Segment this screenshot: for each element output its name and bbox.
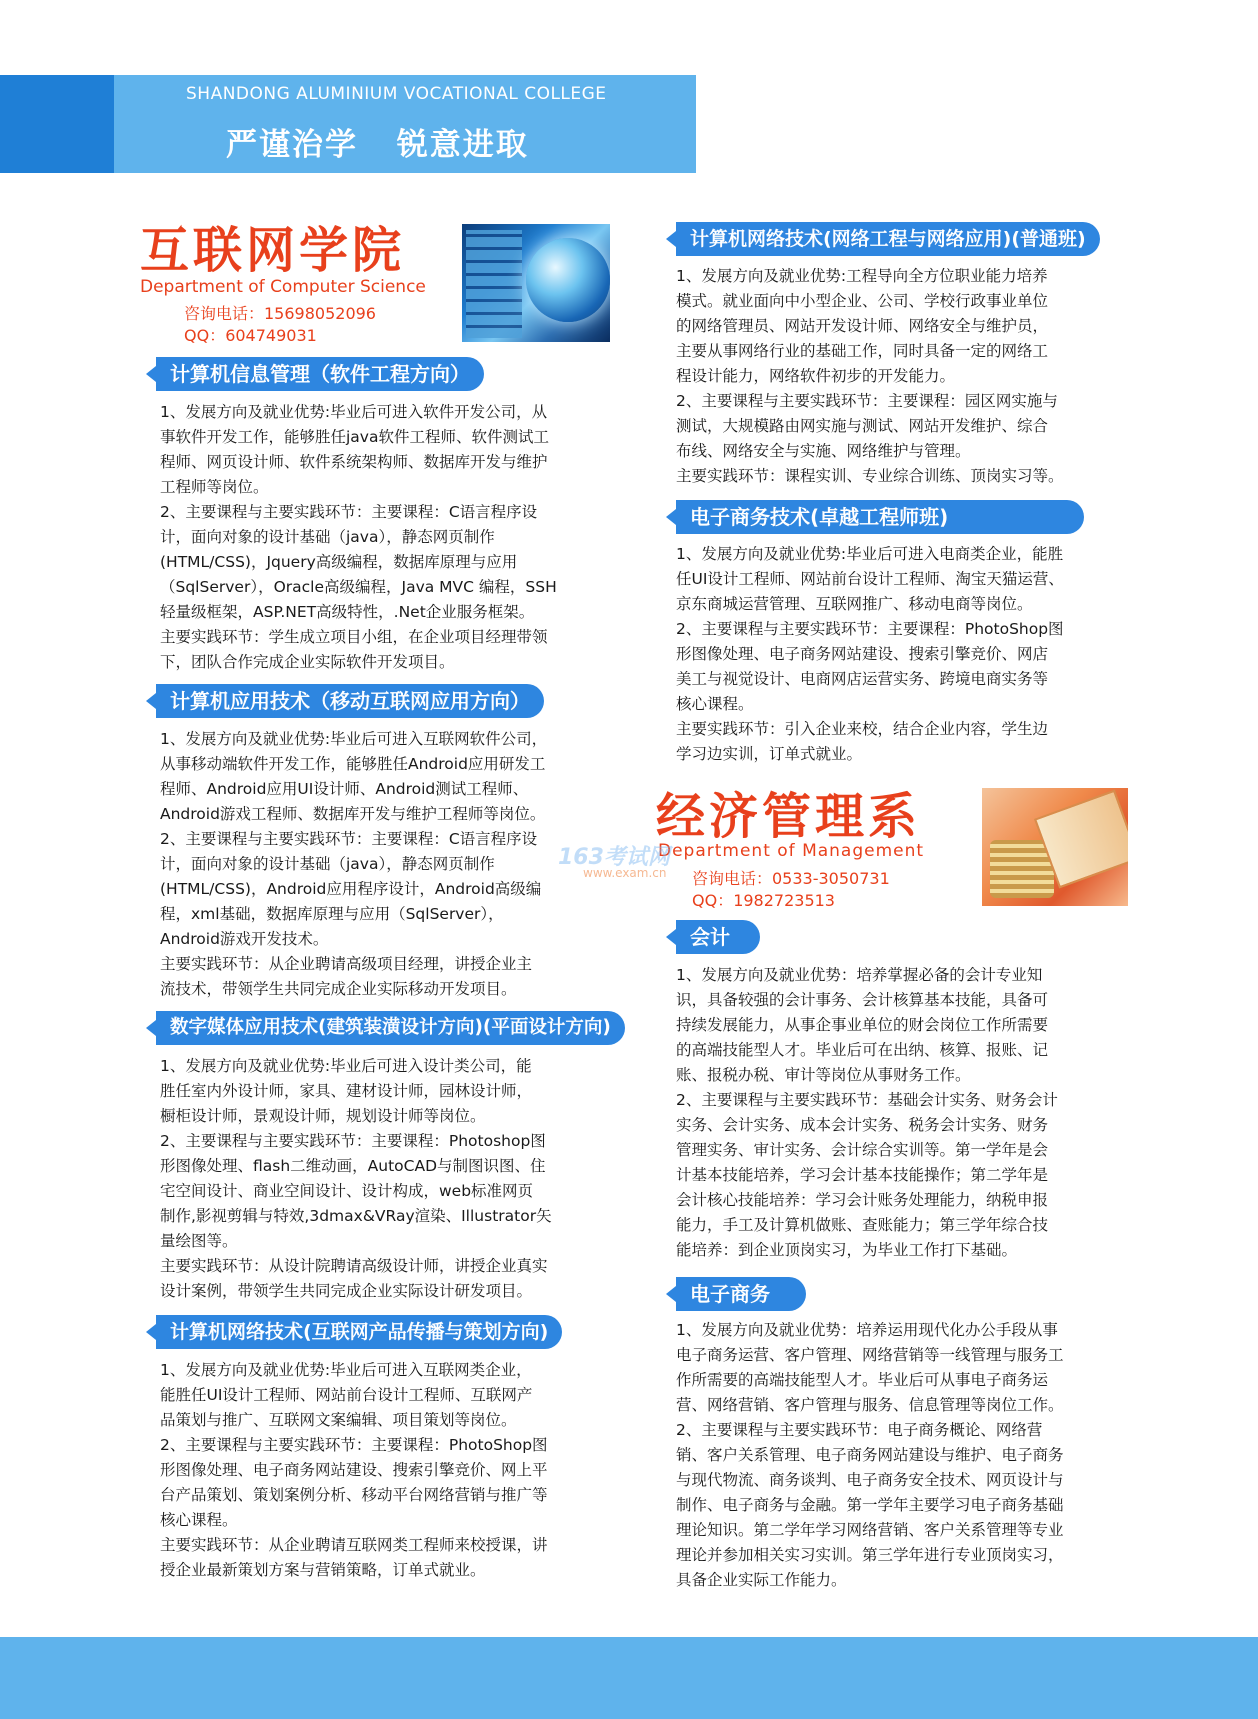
body-line: 胜任室内外设计师，家具、建材设计师，园林设计师， xyxy=(160,1082,533,1100)
watermark-url: www.exam.cn xyxy=(583,866,667,880)
body-line: (HTML/CSS)，Android应用程序设计，Android高级编 xyxy=(160,880,542,898)
body-line: 台产品策划、策划案例分析、移动平台网络营销与推广等 xyxy=(160,1486,548,1504)
body-line: 2、主要课程与主要实践环节：基础会计实务、财务会计 xyxy=(676,1091,1058,1109)
section-title-info-mgmt: 计算机信息管理（软件工程方向） xyxy=(156,357,484,391)
body-line: 2、主要课程与主要实践环节：主要课程：C语言程序设 xyxy=(160,503,538,521)
body-line: 1、发展方向及就业优势:工程导向全方位职业能力培养 xyxy=(676,267,1048,285)
body-line: 计，面向对象的设计基础（java），静态网页制作 xyxy=(160,855,495,873)
body-line: 橱柜设计师，景观设计师，规划设计师等岗位。 xyxy=(160,1107,486,1125)
section-title-net-product: 计算机网络技术(互联网产品传播与策划方向) xyxy=(156,1315,562,1349)
section-title-digital-media: 数字媒体应用技术(建筑装潢设计方向)(平面设计方向) xyxy=(156,1011,625,1045)
body-line: 从事移动端软件开发工作，能够胜任Android应用研发工 xyxy=(160,755,546,773)
body-line: 程设计能力，网络软件初步的开发能力。 xyxy=(676,367,956,385)
body-line: 具备企业实际工作能力。 xyxy=(676,1571,847,1589)
body-line: 1、发展方向及就业优势:毕业后可进入互联网类企业， xyxy=(160,1361,532,1379)
body-line: 理论并参加相关实习实训。第三学年进行专业顶岗实习， xyxy=(676,1546,1064,1564)
globe-icon xyxy=(526,238,610,322)
body-line: 测试，大规模路由网实施与测试、网站开发维护、综合 xyxy=(676,417,1049,435)
body-line: 持续发展能力，从事企事业单位的财会岗位工作所需要 xyxy=(676,1016,1049,1034)
section-body-accounting xyxy=(676,963,1136,1263)
body-line: 程，xml基础，数据库原理与应用（SqlServer）， xyxy=(160,905,504,923)
header-accent-block xyxy=(0,75,114,173)
body-line: 能培养：到企业顶岗实习，为毕业工作打下基础。 xyxy=(676,1241,1018,1259)
dept2-qq: QQ：1982723513 xyxy=(692,891,835,910)
body-line: 事软件开发工作，能够胜任java软件工程师、软件测试工 xyxy=(160,428,549,446)
body-line: 会计核心技能培养：学习会计账务处理能力，纳税申报 xyxy=(676,1191,1049,1209)
body-line: 核心课程。 xyxy=(676,695,754,713)
body-line: 程师、Android应用UI设计师、Android测试工程师、 xyxy=(160,780,529,798)
body-line: 计基本技能培养，学习会计基本技能操作；第二学年是 xyxy=(676,1166,1049,1184)
body-line: 1、发展方向及就业优势:毕业后可进入电商类企业，能胜 xyxy=(676,545,1064,563)
video-wall-graphic xyxy=(466,230,522,338)
body-line: 主要实践环节：从设计院聘请高级设计师，讲授企业真实 xyxy=(160,1257,548,1275)
college-motto: 严谨治学 锐意进取 xyxy=(226,127,529,163)
body-line: 流技术，带领学生共同完成企业实际移动开发项目。 xyxy=(160,980,517,998)
section-title-ecommerce: 电子商务 xyxy=(676,1277,806,1311)
body-line: 能胜任UI设计工程师、网站前台设计工程师、互联网产 xyxy=(160,1386,533,1404)
body-line: 2、主要课程与主要实践环节：主要课程：园区网实施与 xyxy=(676,392,1058,410)
body-line: 形图像处理、电子商务网站建设、搜索引擎竞价、网上平 xyxy=(160,1461,548,1479)
dept-title-management: 经济管理系 xyxy=(656,787,922,845)
body-line: 主要从事网络行业的基础工作，同时具备一定的网络工 xyxy=(676,342,1049,360)
body-line: 工程师等岗位。 xyxy=(160,478,269,496)
body-line: 2、主要课程与主要实践环节：主要课程：Photoshop图 xyxy=(160,1132,546,1150)
body-line: 与现代物流、商务谈判、电子商务安全技术、网页设计与 xyxy=(676,1471,1064,1489)
body-line: 主要实践环节：从企业聘请高级项目经理，讲授企业主 xyxy=(160,955,533,973)
dept-title-management-en: Department of Management xyxy=(658,841,925,861)
body-line: 主要实践环节：引入企业来校，结合企业内容，学生边 xyxy=(676,720,1049,738)
body-line: 1、发展方向及就业优势：培养掌握必备的会计专业知 xyxy=(676,966,1043,984)
section-title-accounting: 会计 xyxy=(676,920,760,954)
network-photo xyxy=(462,224,610,342)
section-body-info-mgmt xyxy=(160,400,620,675)
body-line: 能力，手工及计算机做账、查账能力；第三学年综合技 xyxy=(676,1216,1049,1234)
body-line: 授企业最新策划方案与营销策略，订单式就业。 xyxy=(160,1561,486,1579)
body-line: 下，团队合作完成企业实际软件开发项目。 xyxy=(160,653,455,671)
body-line: 的网络管理员、网站开发设计师、网络安全与维护员， xyxy=(676,317,1049,335)
body-line: 美工与视觉设计、电商网店运营实务、跨境电商实务等 xyxy=(676,670,1049,688)
body-line: 1、发展方向及就业优势:毕业后可进入设计类公司，能 xyxy=(160,1057,532,1075)
footer-band xyxy=(0,1637,1258,1719)
section-body-ecommerce-tech xyxy=(676,542,1136,767)
body-line: 主要实践环节：从企业聘请互联网类工程师来校授课，讲 xyxy=(160,1536,548,1554)
section-title-mobile-app: 计算机应用技术（移动互联网应用方向） xyxy=(156,684,544,718)
dept2-contact xyxy=(692,868,890,912)
body-line: 管理实务、审计实务、会计综合实训等。第一学年是会 xyxy=(676,1141,1049,1159)
body-line: 1、发展方向及就业优势:毕业后可进入互联网软件公司， xyxy=(160,730,548,748)
section-body-digital-media xyxy=(160,1054,620,1304)
body-line: 作所需要的高端技能型人才。毕业后可从事电子商务运 xyxy=(676,1371,1049,1389)
body-line: 程师、网页设计师、软件系统架构师、数据库开发与维护 xyxy=(160,453,548,471)
body-line: 2、主要课程与主要实践环节：电子商务概论、网络营 xyxy=(676,1421,1043,1439)
body-line: 任UI设计工程师、网站前台设计工程师、淘宝天猫运营、 xyxy=(676,570,1064,588)
body-line: 电子商务运营、客户管理、网络营销等一线管理与服务工 xyxy=(676,1346,1064,1364)
body-line: 的高端技能型人才。毕业后可在出纳、核算、报账、记 xyxy=(676,1041,1049,1059)
body-line: 2、主要课程与主要实践环节：主要课程：PhotoShop图 xyxy=(676,620,1064,638)
section-title-ecommerce-tech: 电子商务技术(卓越工程师班) xyxy=(676,500,1084,534)
body-line: 2、主要课程与主要实践环节：主要课程：PhotoShop图 xyxy=(160,1436,548,1454)
body-line: 模式。就业面向中小型企业、公司、学校行政事业单位 xyxy=(676,292,1049,310)
watermark-logo: 163考试网 xyxy=(558,845,670,870)
dept-title-internet: 互联网学院 xyxy=(140,221,406,279)
dept2-phone: 咨询电话：0533-3050731 xyxy=(692,869,890,888)
body-line: 制作、电子商务与金融。第一学年主要学习电子商务基础 xyxy=(676,1496,1064,1514)
body-line: 主要实践环节：学生成立项目小组，在企业项目经理带领 xyxy=(160,628,548,646)
dept1-phone: 咨询电话：15698052096 xyxy=(184,304,376,323)
body-line: 实务、会计实务、成本会计实务、税务会计实务、财务 xyxy=(676,1116,1049,1134)
body-line: 理论知识。第二学年学习网络营销、客户关系管理等专业 xyxy=(676,1521,1064,1539)
section-body-net-product xyxy=(160,1358,620,1583)
body-line: 销、客户关系管理、电子商务网站建设与维护、电子商务 xyxy=(676,1446,1064,1464)
finance-photo xyxy=(982,788,1128,906)
dept-title-internet-en: Department of Computer Science xyxy=(140,277,426,297)
body-line: （SqlServer），Oracle高级编程，Java MVC 编程，SSH xyxy=(160,578,557,596)
section-body-net-engineering xyxy=(676,264,1136,489)
body-line: 形图像处理、电子商务网站建设、搜索引擎竞价、网店 xyxy=(676,645,1049,663)
body-line: 宅空间设计、商业空间设计、设计构成，web标准网页 xyxy=(160,1182,534,1200)
body-line: 设计案例，带领学生共同完成企业实际设计研发项目。 xyxy=(160,1282,533,1300)
body-line: 京东商城运营管理、互联网推广、移动电商等岗位。 xyxy=(676,595,1033,613)
body-line: 布线、网络安全与实施、网络维护与管理。 xyxy=(676,442,971,460)
body-line: 制作,影视剪辑与特效,3dmax&VRay渲染、Illustrator矢 xyxy=(160,1207,552,1225)
college-name-en: SHANDONG ALUMINIUM VOCATIONAL COLLEGE xyxy=(186,84,607,104)
body-line: Android游戏工程师、数据库开发与维护工程师等岗位。 xyxy=(160,805,546,823)
body-line: 形图像处理、flash二维动画，AutoCAD与制图识图、住 xyxy=(160,1157,546,1175)
body-line: Android游戏开发技术。 xyxy=(160,930,329,948)
section-body-ecommerce xyxy=(676,1318,1136,1593)
body-line: 主要实践环节：课程实训、专业综合训练、顶岗实习等。 xyxy=(676,467,1064,485)
body-line: 量绘图等。 xyxy=(160,1232,238,1250)
dept1-contact xyxy=(184,303,376,347)
body-line: 计，面向对象的设计基础（java），静态网页制作 xyxy=(160,528,495,546)
section-body-mobile-app xyxy=(160,727,620,1002)
dept1-qq: QQ：604749031 xyxy=(184,326,317,345)
body-line: (HTML/CSS)，Jquery高级编程，数据库原理与应用 xyxy=(160,553,518,571)
body-line: 2、主要课程与主要实践环节：主要课程：C语言程序设 xyxy=(160,830,538,848)
body-line: 学习边实训，订单式就业。 xyxy=(676,745,863,763)
body-line: 识，具备较强的会计事务、会计核算基本技能，具备可 xyxy=(676,991,1049,1009)
body-line: 轻量级框架，ASP.NET高级特性，.Net企业服务框架。 xyxy=(160,603,535,621)
body-line: 营、网络营销、客户管理与服务、信息管理等岗位工作。 xyxy=(676,1396,1064,1414)
body-line: 1、发展方向及就业优势：培养运用现代化办公手段从事 xyxy=(676,1321,1058,1339)
section-title-net-engineering: 计算机网络技术(网络工程与网络应用)(普通班) xyxy=(676,222,1100,256)
body-line: 核心课程。 xyxy=(160,1511,238,1529)
body-line: 品策划与推广、互联网文案编辑、项目策划等岗位。 xyxy=(160,1411,517,1429)
body-line: 1、发展方向及就业优势:毕业后可进入软件开发公司，从 xyxy=(160,403,548,421)
body-line: 账、报税办税、审计等岗位从事财务工作。 xyxy=(676,1066,971,1084)
